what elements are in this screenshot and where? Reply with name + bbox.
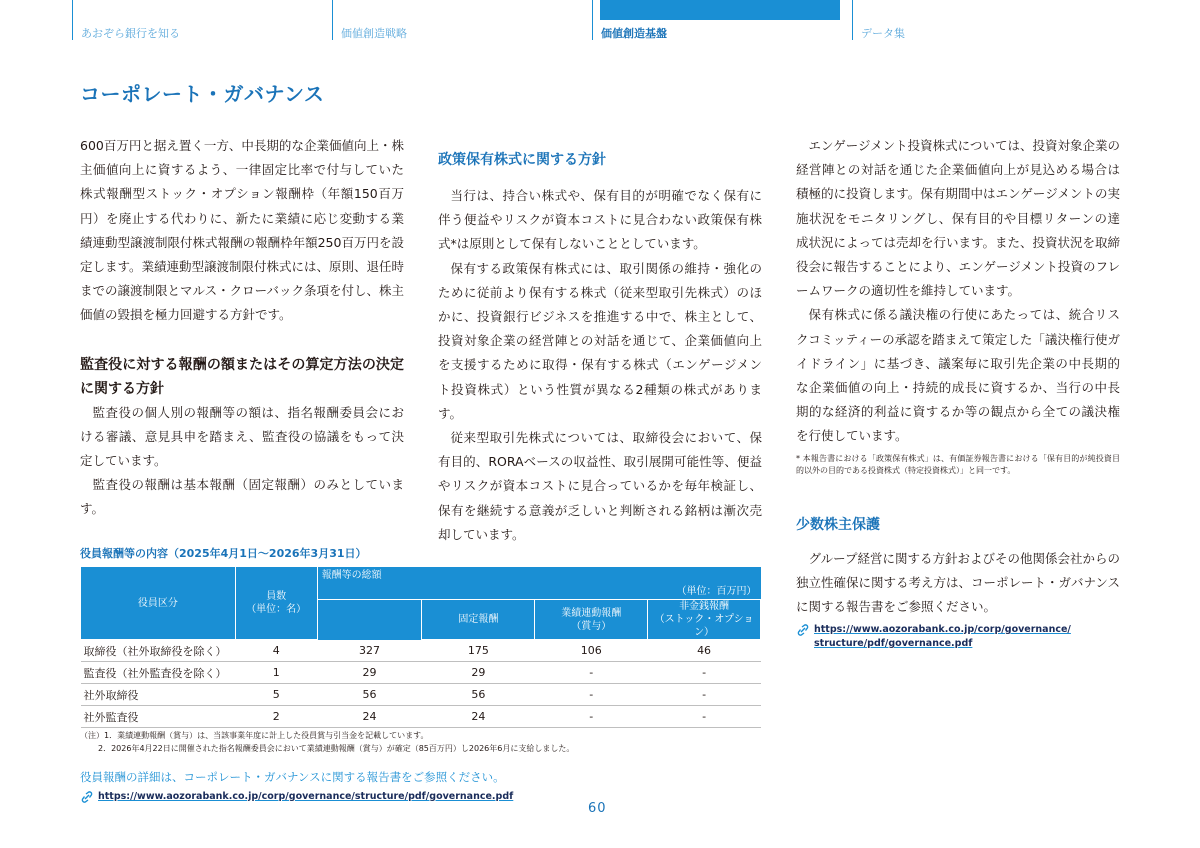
- tab-about[interactable]: [72, 0, 332, 40]
- header-fixed: 固定報酬: [422, 600, 535, 640]
- page-title: コーポレート・ガバナンス: [80, 82, 325, 106]
- tab-foundation-label: 価値創造基盤: [601, 27, 667, 40]
- header-count-unit: （単位：名）: [246, 604, 307, 615]
- cell-nonmonetary: 46: [648, 640, 761, 662]
- col3-paragraph-2: 保有株式に係る議決権の行使にあたっては、統合リスクコミッティーの承認を踏まえて策定した「議決権行使ガイドライン」に基づき、議案毎に取引先企業の中長期的な企業価値の向上・持続的成長に資するか、当行の中長期的な経済的利益に資するか等の観点から全ての議決権を行使しています。: [796, 307, 1120, 444]
- header-category: 役員区分: [81, 567, 236, 640]
- header-performance-label: 業績連動報酬: [561, 607, 622, 619]
- header-total-empty: [317, 600, 422, 640]
- page-number: 60: [588, 801, 607, 816]
- remuneration-table: [80, 566, 761, 728]
- tab-strategy-label: 価値創造戦略: [341, 27, 407, 40]
- table-row: [81, 662, 761, 684]
- header-count: [235, 567, 317, 640]
- column-3: [796, 134, 1120, 651]
- remuneration-detail-text: 役員報酬の詳細は、コーポレート・ガバナンスに関する報告書をご参照ください。: [80, 770, 505, 784]
- col2-paragraph-2: 保有する政策保有株式には、取引関係の維持・強化のために従前より保有する株式（従来型取引先株式）のほかに、投資銀行ビジネスを推進する中で、株主として、投資対象企業の経営陣との対話を通じて、企業価値向上を支援するために取得・保有する株式（エンゲージメント投資株式）という性質が異なる2種類の株式があります。: [438, 260, 762, 421]
- cell-count: 4: [235, 640, 317, 662]
- tab-data[interactable]: [852, 0, 1112, 40]
- cell-category: 社外監査役: [81, 706, 236, 728]
- table-caption: 役員報酬等の内容（2025年4月1日〜2026年3月31日）: [80, 547, 367, 560]
- cell-category: 社外取締役: [81, 684, 236, 706]
- col3-paragraph-3: グループ経営に関する方針およびその他関係会社からの独立性確保に関する考え方は、コーポレート・ガバナンスに関する報告書をご参照ください。: [796, 550, 1121, 615]
- col2-paragraph-3: 従来型取引先株式については、取締役会において、保有目的、RORAベースの収益性、取引展開可能性等、便益やリスクが資本コストに見合っているかを毎年検証し、保有を継続する意義が乏しいと判断される銘柄は漸次売却しています。: [438, 430, 762, 542]
- col3-footnote: * 本報告書における「政策保有株式」は、有価証券報告書における「保有目的が純投資目的以外の目的である投資株式（特定投資株式）」と同一です。: [796, 453, 1120, 475]
- header-unit: （単位：百万円）: [676, 586, 757, 597]
- cell-fixed: 29: [422, 662, 535, 684]
- col3-paragraph-1: エンゲージメント投資株式については、投資対象企業の経営陣との対話を通じた企業価値向上が見込める場合は積極的に投資します。保有期間中はエンゲージメントの実施状況をモニタリングし、保有目的や目標リターンの達成状況によっては売却を行います。また、投資状況を取締役会に報告することにより、エンゲージメント投資のフレームワークの適切性を維持しています。: [796, 138, 1121, 299]
- header-nonmonetary-label: 非金銭報酬: [679, 601, 730, 612]
- cell-total: 29: [317, 662, 422, 684]
- table-row: [81, 640, 761, 662]
- cell-total: 56: [317, 684, 422, 706]
- column-1: [80, 134, 404, 522]
- tab-foundation[interactable]: [592, 0, 852, 40]
- col1-paragraph-2: 監査役の個人別の報酬等の額は、指名報酬委員会における審議、意見具申を踏まえ、監査役の協議をもって決定しています。: [80, 404, 404, 469]
- remuneration-link[interactable]: https://www.aozorabank.co.jp/corp/governance/structure/pdf/governance.pdf: [98, 791, 514, 802]
- col1-paragraph-3: 監査役の報酬は基本報酬（固定報酬）のみとしています。: [80, 477, 404, 517]
- cell-count: 1: [235, 662, 317, 684]
- link-icon: [796, 624, 810, 636]
- col2-heading-cross-shareholding: 政策保有株式に関する方針: [438, 152, 606, 168]
- cell-fixed: 24: [422, 706, 535, 728]
- cell-performance: -: [535, 662, 648, 684]
- cell-nonmonetary: -: [648, 706, 761, 728]
- header-nonmonetary: [648, 600, 761, 640]
- cell-performance: 106: [535, 640, 648, 662]
- remuneration-link-row[interactable]: [80, 790, 513, 804]
- cell-fixed: 56: [422, 684, 535, 706]
- col1-heading-auditor-remuneration: 監査役に対する報酬の額またはその算定方法の決定に関する方針: [80, 356, 404, 397]
- governance-link-line-1[interactable]: https://www.aozorabank.co.jp/corp/governance/: [814, 624, 1071, 636]
- active-tab-indicator: [600, 0, 840, 20]
- header-total-group: [317, 567, 760, 600]
- cell-nonmonetary: -: [648, 684, 761, 706]
- header-performance-sub: （賞与）: [571, 620, 612, 632]
- tab-about-label: あおぞら銀行を知る: [81, 27, 180, 40]
- column-2: [438, 148, 762, 547]
- table-note-1: （注）1．業績連動報酬（賞与）は、当該事業年度に計上した役員賞与引当金を記載しています。: [80, 731, 429, 740]
- table-row: [81, 706, 761, 728]
- table-row: [81, 684, 761, 706]
- cell-category: 取締役（社外取締役を除く）: [81, 640, 236, 662]
- col3-heading-minority-protection: 少数株主保護: [796, 516, 880, 533]
- cell-total: 327: [317, 640, 422, 662]
- header-nonmonetary-sub: （ストック・オプション）: [654, 614, 754, 638]
- cell-nonmonetary: -: [648, 662, 761, 684]
- tab-data-label: データ集: [861, 27, 905, 40]
- header-performance: [535, 600, 648, 640]
- cell-total: 24: [317, 706, 422, 728]
- cell-performance: -: [535, 706, 648, 728]
- top-navigation: [72, 0, 1112, 40]
- cell-category: 監査役（社外監査役を除く）: [81, 662, 236, 684]
- link-icon: [80, 791, 94, 803]
- header-total: 報酬等の総額: [321, 569, 382, 581]
- governance-link-row[interactable]: [796, 623, 1120, 651]
- tab-strategy[interactable]: [332, 0, 592, 40]
- cell-count: 5: [235, 684, 317, 706]
- header-count-label: 員数: [266, 591, 287, 602]
- table-notes: [80, 729, 574, 755]
- cell-fixed: 175: [422, 640, 535, 662]
- cell-performance: -: [535, 684, 648, 706]
- col2-paragraph-1: 当行は、持合い株式や、保有目的が明確でなく保有に伴う便益やリスクが資本コストに見合わない政策保有株式*は原則として保有しないこととしています。: [438, 188, 762, 252]
- table-note-2: 2．2026年4月22日に開催された指名報酬委員会において業績連動報酬（賞与）が確定（85百万円）し2026年6月に支給しました。: [98, 744, 575, 753]
- cell-count: 2: [235, 706, 317, 728]
- col1-paragraph-1: 600百万円と据え置く一方、中長期的な企業価値向上・株主価値向上に資するよう、一律固定比率で付与していた株式報酬型ストック・オプション報酬枠（年額150百万円）を廃止する代わりに、新たに業績に応じ変動する業績連動型譲渡制限付株式報酬の報酬枠年額250百万円を設定します。業績連動型譲渡制限付株式には、原則、退任時までの譲渡制限とマルス・クローバック条項を付し、株主価値の毀損を極力回避する方針です。: [80, 138, 405, 323]
- governance-link-line-2[interactable]: structure/pdf/governance.pdf: [814, 638, 973, 650]
